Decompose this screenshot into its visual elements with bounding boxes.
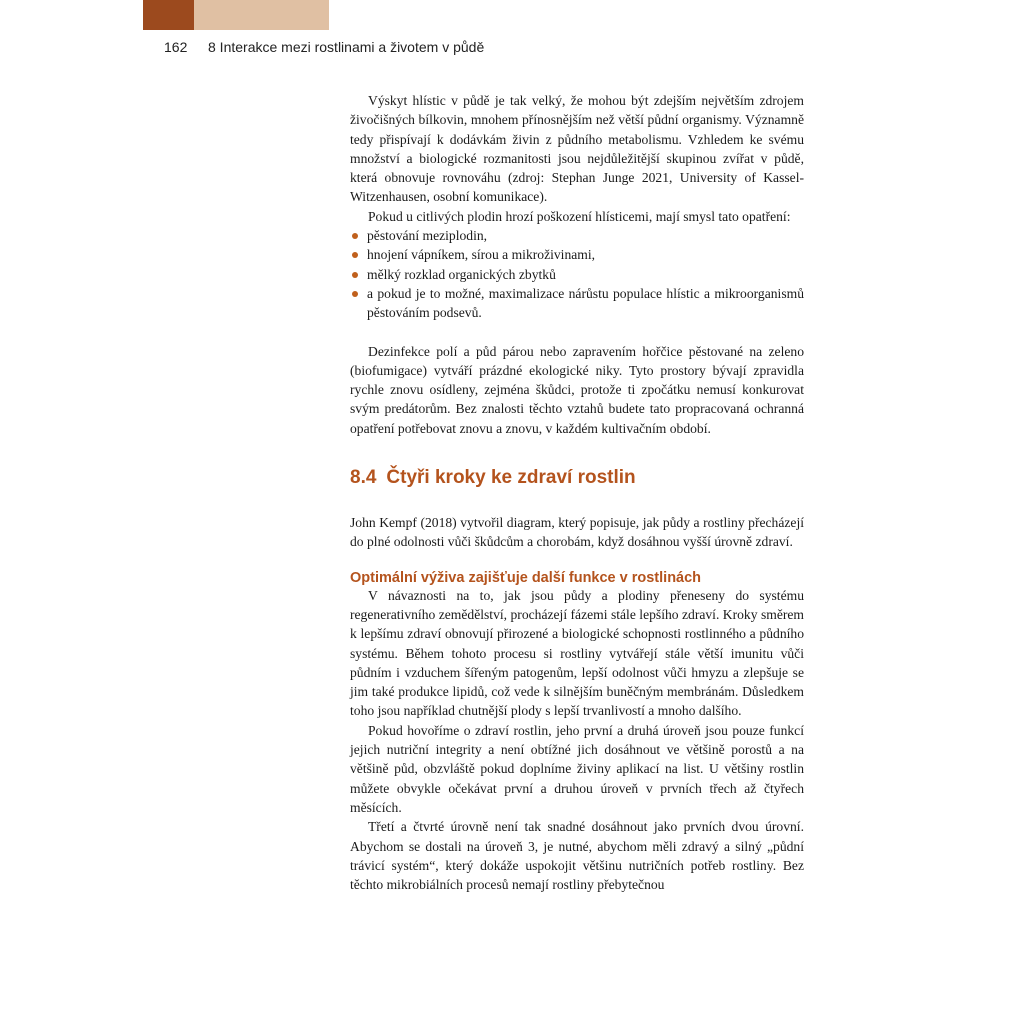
body-text: [350, 91, 804, 894]
list-item: hnojení vápníkem, sírou a mikroživinami,: [350, 245, 804, 264]
bullet-icon: [352, 272, 358, 278]
paragraph-phases: V návaznosti na to, jak jsou půdy a plodiny přeneseny do systému regenerativního zemědělství, procházejí fázemi stále lepšího zdraví. Kroky směrem k lepšímu zdraví obnovují přirozené a biologické schopnosti rostlinného a půdního systému. Během tohoto procesu si rostliny vytvářejí stále větší imunitu vůči půdním i vzduchem šířeným patogenům, lepší odolnost vůči hmyzu a zlepšuje se jim také produkce lipidů, což vede k silnějším buněčným membránám. Důsledkem toho jsou například chutnější plody s lepší trvanlivostí a mnoho dalšího.: [350, 587, 804, 719]
section-heading: [350, 467, 804, 489]
section-number: 8.4: [350, 467, 377, 489]
list-item: a pokud je to možné, maximalizace nárůstu populace hlístic a mikroorganismů pěstováním podsevů.: [350, 284, 804, 323]
list-item: pěstování meziplodin,: [350, 226, 804, 245]
section-title: Čtyři kroky ke zdraví rostlin: [386, 467, 636, 489]
paragraph-kempf: John Kempf (2018) vytvořil diagram, který popisuje, jak půdy a rostliny přecházejí do plné odolnosti vůči škůdcům a chorobám, když dosáhnou vyšší úrovně zdraví.: [350, 515, 804, 550]
chapter-title: 8 Interakce mezi rostlinami a životem v půdě: [208, 39, 485, 55]
running-header: [164, 39, 484, 55]
subheading: Optimální výživa zajišťuje další funkce v rostlinách: [350, 569, 702, 586]
paragraph-levels-1-2: Pokud hovoříme o zdraví rostlin, jeho první a druhá úroveň jsou pouze funkcí jejich nutriční integrity a není obtížné jich dosáhnout ve většině porostů a na většině půd, obzvláště pokud doplníme živiny aplikací na list. U většiny rostlin můžete obvykle očekávat první a druhou úroveň v prvních třech až čtyřech měsících.: [350, 722, 804, 815]
header-tab-dark: [143, 0, 194, 30]
paragraph-levels-3-4: Třetí a čtvrté úrovně není tak snadné dosáhnout jako prvních dvou úrovní. Abychom se dostali na úroveň 3, je nutné, abychom měli zdravý a silný „půdní trávicí systém“, který dokáže uspokojit většinu nutričních potřeb rostliny. Bez těchto mikrobiálních procesů nemají rostliny přebytečnou: [350, 819, 804, 893]
list-item: mělký rozklad organických zbytků: [350, 265, 804, 284]
paragraph-measures-intro: Pokud u citlivých plodin hrozí poškození hlísticemi, mají smysl tato opatření:: [368, 208, 791, 224]
measures-list: [350, 226, 804, 322]
header-tab-light: [194, 0, 329, 30]
page-number: 162: [164, 39, 188, 55]
bullet-icon: [352, 291, 358, 297]
paragraph-disinfection: Dezinfekce polí a půd párou nebo zapravením hořčice pěstované na zeleno (biofumigace) vytváří prázdné ekologické niky. Tyto prostory bývají zpravidla rychle znovu osídleny, zejména škůdci, protože ti zpočátku nemusí konkurovat svým predátorům. Bez znalosti těchto vztahů budete tato propracovaná ochranná opatření potřebovat znovu a znovu, v každém kultivačním období.: [350, 343, 804, 436]
paragraph-nematodes: Výskyt hlístic v půdě je tak velký, že mohou být zdejším největším zdrojem živočišných bílkovin, mnohem přínosnějším než větší půdní organismy. Významně tedy přispívají k dodávkám živin z půdního metabolismu. Vzhledem ke svému množství a biologické rozmanitosti jsou nejdůležitější skupinou zvířat v půdě, která obnovuje rovnováhu (zdroj: Stephan Junge 2021, University of Kassel-Witzenhausen, osobní komunikace).: [350, 93, 804, 205]
bullet-icon: [352, 233, 358, 239]
bullet-icon: [352, 252, 358, 258]
